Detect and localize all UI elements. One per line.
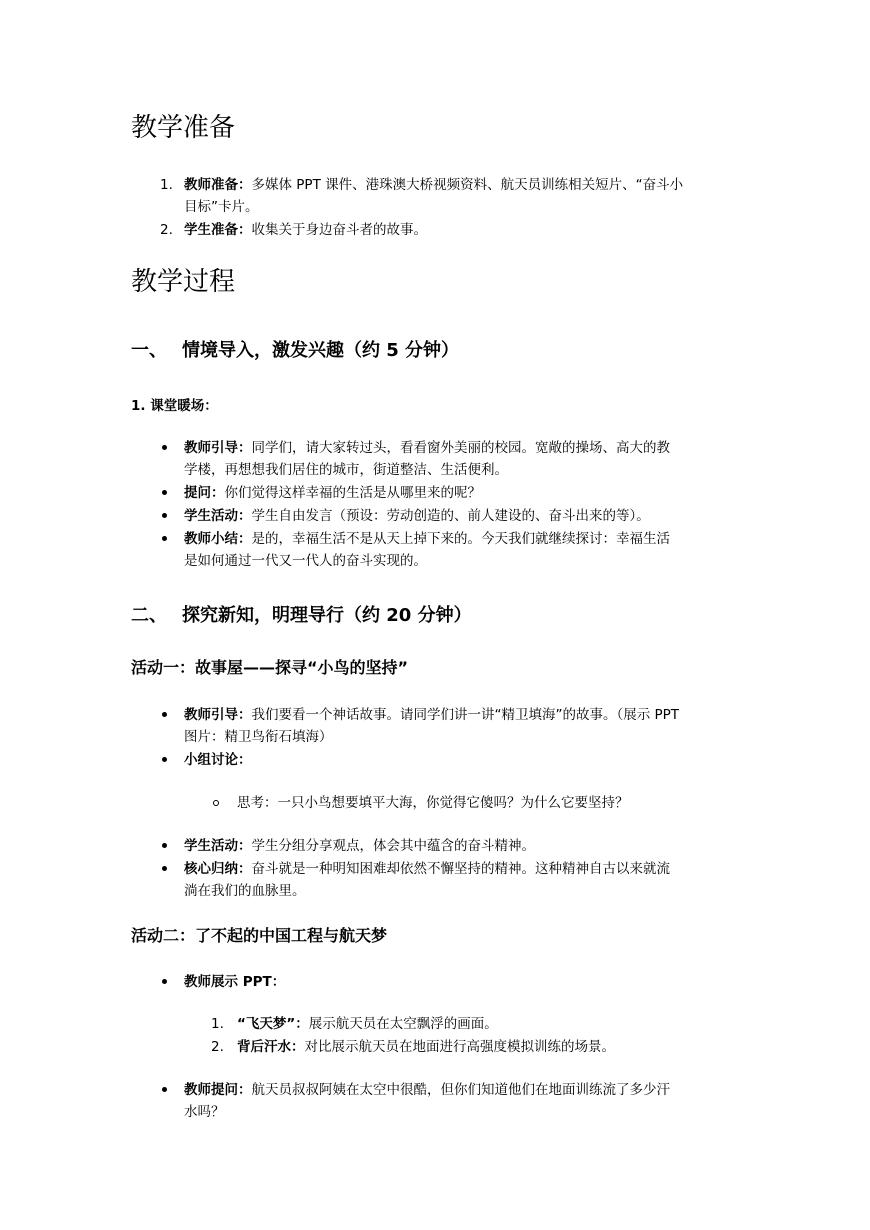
list-item	[184, 482, 481, 504]
section2-title: 探究新知，明理导行（约 20 分钟）	[182, 605, 472, 626]
item-text: 你们觉得这样幸福的生活是从哪里来的呢？	[224, 485, 481, 501]
bullet-dot	[162, 866, 167, 871]
item-label: 教师引导：	[184, 440, 252, 456]
item-text-cont: 学楼，再想想我们居住的城市，街道整洁、生活便利。	[184, 462, 508, 478]
item-text: 是的，幸福生活不是从天上掉下来的。今天我们就继续探讨：幸福生活	[251, 531, 670, 547]
section1-number: 一、	[131, 340, 167, 361]
list-item	[184, 858, 670, 880]
item-label: 教师小结：	[184, 531, 252, 547]
activity2-title: 活动二：了不起的中国工程与航天梦	[131, 926, 388, 945]
list-item	[184, 174, 683, 196]
item-text: 学生分组分享观点，体会其中蕴含的奋斗精神。	[251, 838, 535, 854]
list-item	[237, 1013, 498, 1035]
circle-bullet	[213, 800, 219, 806]
bullet-dot	[162, 513, 167, 518]
item-label: 学生活动：	[184, 508, 252, 524]
item-text: 收集关于身边奋斗者的故事。	[251, 222, 427, 238]
item-text-cont: 目标”卡片。	[184, 199, 259, 215]
bullet-dot	[162, 1087, 167, 1092]
list-item	[184, 1079, 670, 1101]
list-number: 1.	[160, 177, 173, 193]
item-text-cont: 水吗？	[184, 1104, 225, 1120]
subheading-warmup: 1. 课堂暖场：	[131, 398, 218, 414]
section2-number: 二、	[131, 605, 167, 626]
list-item	[184, 835, 535, 857]
prep-heading: 教学准备	[131, 113, 236, 143]
list-number: 2.	[211, 1039, 224, 1055]
item-label: 学生准备：	[184, 222, 252, 238]
item-label: 学生活动：	[184, 838, 252, 854]
section1-title: 情境导入，激发兴趣（约 5 分钟）	[182, 340, 460, 361]
item-text: 多媒体 PPT 课件、港珠澳大桥视频资料、航天员训练相关短片、“奋斗小	[251, 177, 684, 193]
bullet-dot	[162, 536, 167, 541]
item-text-cont: 是如何通过一代又一代人的奋斗实现的。	[184, 553, 427, 569]
item-text-cont: 图片：精卫鸟衔石填海）	[184, 729, 333, 745]
bullet-dot	[162, 979, 167, 984]
process-heading: 教学过程	[131, 267, 236, 297]
item-label: 教师提问：	[184, 1082, 252, 1098]
list-item	[184, 219, 427, 241]
item-text: 奋斗就是一种明知困难却依然不懈坚持的精神。这种精神自古以来就流	[251, 861, 670, 877]
bullet-dot	[162, 490, 167, 495]
bullet-dot	[162, 757, 167, 762]
item-label: 教师准备：	[184, 177, 252, 193]
list-item	[184, 505, 650, 527]
item-text: 我们要看一个神话故事。请同学们讲一讲“精卫填海”的故事。（展示 PPT	[251, 707, 680, 723]
bullet-dot	[162, 445, 167, 450]
list-item	[184, 437, 670, 459]
list-item	[237, 1036, 615, 1058]
item-label: 背后汗水：	[237, 1039, 305, 1055]
item-text: 学生自由发言（预设：劳动创造的、前人建设的、奋斗出来的等）。	[251, 508, 650, 524]
item-text-cont: 淌在我们的血脉里。	[184, 883, 306, 899]
item-label: “飞天梦”：	[237, 1016, 309, 1032]
item-text: 同学们，请大家转过头，看看窗外美丽的校园。宽敞的操场、高大的教	[251, 440, 670, 456]
item-label: 小组讨论：	[184, 752, 252, 768]
item-text: 航天员叔叔阿姨在太空中很酷，但你们知道他们在地面训练流了多少汗	[251, 1082, 670, 1098]
item-text: 展示航天员在太空飘浮的画面。	[308, 1016, 498, 1032]
list-number: 2.	[160, 222, 173, 238]
activity1-title: 活动一：故事屋——探寻“小鸟的坚持”	[131, 658, 409, 677]
item-label: 教师展示 PPT：	[184, 974, 286, 990]
item-label: 核心归纳：	[184, 861, 252, 877]
item-label: 教师引导：	[184, 707, 252, 723]
sub-list-item: 思考：一只小鸟想要填平大海，你觉得它傻吗？为什么它要坚持？	[237, 795, 629, 811]
item-label: 提问：	[184, 485, 225, 501]
bullet-dot	[162, 843, 167, 848]
bullet-dot	[162, 712, 167, 717]
list-number: 1.	[211, 1016, 224, 1032]
list-item	[184, 704, 679, 726]
list-item	[184, 528, 670, 550]
item-text: 对比展示航天员在地面进行高强度模拟训练的场景。	[304, 1039, 615, 1055]
